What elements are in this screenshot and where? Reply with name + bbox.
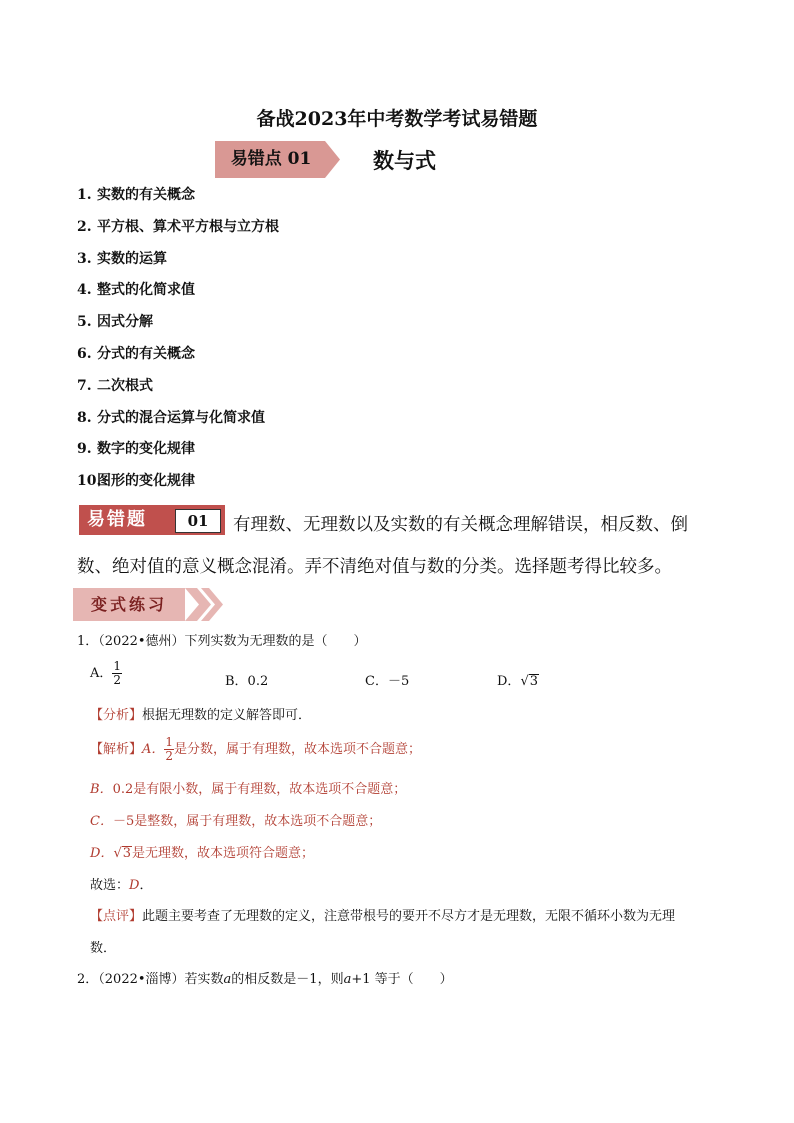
item-text: 数字的变化规律 [97, 441, 195, 458]
page-title: 备战2023年中考数学考试易错题 [256, 108, 538, 130]
item-text: 实数的运算 [97, 250, 167, 267]
q2-stem-part-c: +1 等于（ ） [351, 972, 453, 987]
item-number: 9. [77, 441, 92, 458]
numerator: 1 [165, 735, 174, 749]
choice-letter: D [129, 878, 140, 893]
comment-line [90, 907, 730, 927]
item-number: 2. [77, 218, 92, 235]
item-number: 8. [77, 409, 92, 426]
comment-tag: 【点评】 [90, 909, 143, 924]
option-d-prefix: D． [497, 674, 521, 689]
sqrt-icon: √ [520, 674, 529, 689]
item-number: 3. [77, 250, 92, 267]
option-d [497, 670, 539, 689]
mistake-badge-label: 易错题 [87, 509, 147, 530]
list-item [77, 407, 279, 439]
radicand: 3 [122, 846, 132, 861]
list-item [77, 375, 279, 407]
numerator: 1 [113, 659, 122, 673]
solution-line-b [90, 780, 730, 800]
item-text: 分式的混合运算与化简求值 [97, 409, 265, 426]
option-b: B．0.2 [225, 674, 269, 689]
q2-variable: a [223, 972, 232, 987]
solution-c-prefix: C． [90, 814, 113, 829]
double-chevron-icon [73, 588, 223, 621]
option-c: C．－5 [365, 674, 410, 689]
solution-b-text: 0.2是有限小数，属于有理数，故本选项不合题意； [112, 782, 407, 797]
solution-a-text: 是分数，属于有理数，故本选项不合题意； [174, 742, 422, 757]
sqrt-icon: √ [113, 846, 122, 861]
variant-practice-label: 变式练习 [73, 588, 185, 621]
radicand: 3 [529, 674, 539, 689]
q2-stem-part-a: 2．（2022•淄博）若实数 [77, 972, 224, 987]
analysis-line [90, 706, 730, 726]
item-text: 平方根、算术平方根与立方根 [97, 218, 279, 235]
item-number: 1. [77, 187, 92, 203]
item-text: 整式的化简求值 [97, 282, 195, 299]
fraction [164, 736, 174, 763]
comment-continuation: 数． [90, 941, 117, 956]
question-2-stem [77, 970, 453, 990]
item-number: 5. [77, 314, 92, 331]
list-item [77, 279, 279, 311]
solution-d-text: 是无理数，故本选项符合题意； [132, 846, 315, 861]
q2-stem-part-b: 的相反数是－1，则 [231, 972, 344, 987]
list-item [77, 311, 279, 343]
topic-list [77, 184, 279, 502]
list-item [77, 184, 279, 216]
solution-b-prefix: B． [90, 782, 113, 797]
item-number: 6. [77, 345, 92, 362]
analysis-tag: 【分析】 [90, 708, 143, 723]
choice-line [90, 876, 730, 896]
list-item [77, 343, 279, 375]
solution-line-d [90, 844, 730, 864]
item-number: 7. [77, 377, 92, 394]
solution-tag: 【解析】 [90, 742, 143, 757]
choice-text: 故选： [90, 878, 130, 893]
analysis-text: 根据无理数的定义解答即可． [142, 708, 312, 723]
solution-line-c [90, 812, 730, 832]
item-text: 二次根式 [97, 377, 153, 394]
solution-d-prefix: D． [90, 846, 114, 861]
mistake-description: 有理数、无理数以及实数的有关概念理解错误，相反数、倒数、绝对值的意义概念混淆。弄不清绝对值与数的分类。选择题考得比较多。 [77, 515, 688, 577]
q2-variable: a [343, 972, 352, 987]
option-a [90, 660, 122, 687]
denominator: 2 [165, 749, 174, 763]
denominator: 2 [113, 673, 122, 687]
section-topic: 数与式 [373, 148, 436, 173]
list-item [77, 438, 279, 470]
item-text: 实数的有关概念 [97, 187, 195, 203]
choice-end: ． [139, 878, 153, 893]
list-item [77, 470, 279, 502]
solution-a-prefix: A． [142, 742, 165, 757]
list-item [77, 248, 279, 280]
fraction [112, 660, 122, 687]
comment-text: 此题主要考查了无理数的定义，注意带根号的要开不尽方才是无理数，无限不循环小数为无理 [142, 909, 676, 924]
item-text: 图形的变化规律 [97, 473, 195, 490]
variant-practice-banner [73, 588, 223, 621]
item-text: 分式的有关概念 [97, 345, 195, 362]
option-a-prefix: A． [90, 666, 113, 681]
list-item [77, 216, 279, 248]
section-banner [215, 141, 340, 178]
item-number: 10. [77, 473, 102, 490]
mistake-badge-number: 01 [175, 509, 221, 533]
question-1-stem: 1．（2022•德州）下列实数为无理数的是（ ） [77, 634, 367, 649]
item-number: 4. [77, 282, 92, 299]
solution-line-a [90, 736, 730, 763]
item-text: 因式分解 [97, 314, 153, 331]
banner-label: 易错点 01 [230, 149, 312, 169]
solution-c-text: －5是整数，属于有理数，故本选项不合题意； [112, 814, 382, 829]
